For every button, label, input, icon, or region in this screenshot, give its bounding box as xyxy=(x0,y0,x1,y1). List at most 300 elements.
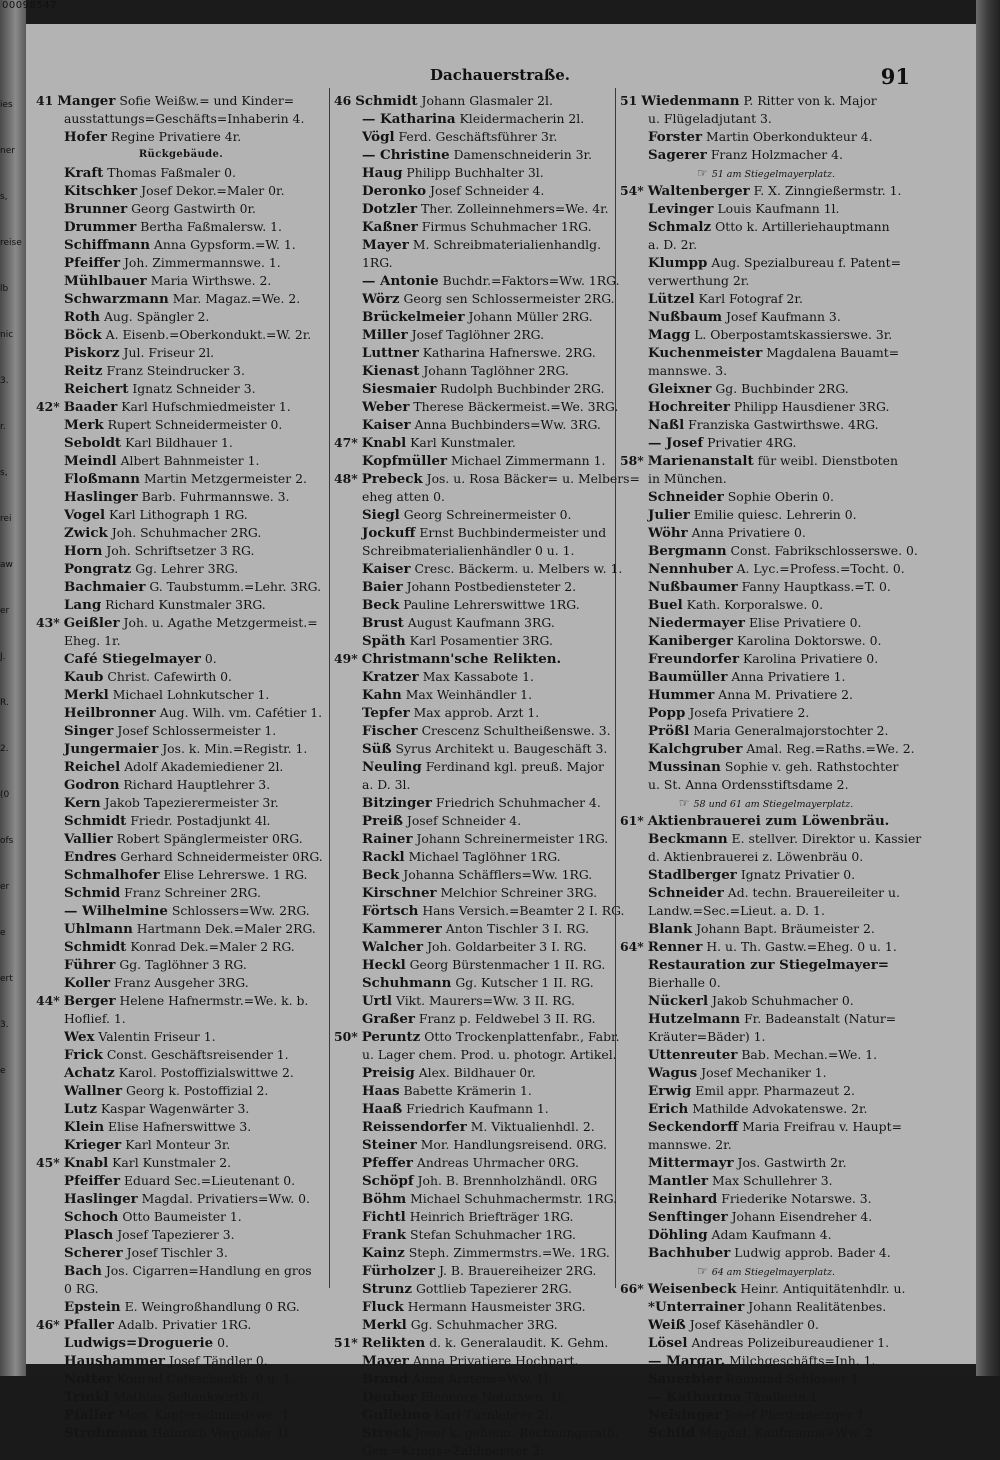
directory-entry xyxy=(334,1244,617,1262)
directory-entry xyxy=(620,506,912,524)
directory-entry xyxy=(620,1370,912,1388)
resident-name: Popp xyxy=(648,705,686,721)
resident-name: Endres xyxy=(64,849,117,865)
directory-entry xyxy=(36,758,326,776)
resident-name: Prebeck xyxy=(361,471,423,487)
previous-page-fragment: e xyxy=(0,1066,6,1076)
resident-name: Heckl xyxy=(362,957,406,973)
directory-entry xyxy=(36,1082,326,1100)
page-number: 91 xyxy=(880,64,910,89)
resident-name: — Christine xyxy=(362,147,450,163)
directory-entry xyxy=(620,1154,912,1172)
previous-page-fragment: s, xyxy=(0,192,8,202)
resident-name: Renner xyxy=(647,939,703,955)
resident-name: Niedermayer xyxy=(648,615,745,631)
resident-details: Aug. Wilh. vm. Cafétier 1. xyxy=(159,705,323,720)
resident-details: Rudolph Buchbinder 2RG. xyxy=(440,381,605,396)
resident-name: Marienanstalt xyxy=(647,453,754,469)
directory-entry xyxy=(334,1100,617,1118)
directory-entry xyxy=(36,1190,326,1208)
resident-name: Weisenbeck xyxy=(647,1281,737,1297)
previous-page-fragment: 3. xyxy=(0,1020,9,1030)
resident-name: Lützel xyxy=(648,291,695,307)
resident-details: Eduard Sec.=Lieutenant 0. xyxy=(123,1173,296,1188)
directory-entry xyxy=(36,614,326,632)
resident-details: Adalb. Privatier 1RG. xyxy=(117,1317,252,1332)
entry-continuation: Eheg. 1r. xyxy=(64,633,121,648)
directory-entry xyxy=(334,236,617,254)
resident-details: Georg k. Postoffizial 2. xyxy=(126,1083,269,1098)
resident-name: Kaiser xyxy=(362,417,411,433)
directory-entry xyxy=(620,326,912,344)
resident-name: Stadlberger xyxy=(648,867,737,883)
directory-entry xyxy=(620,524,912,542)
directory-entry xyxy=(334,596,617,614)
resident-name: Beckmann xyxy=(648,831,728,847)
resident-details: Friederike Notarswe. 3. xyxy=(721,1191,872,1206)
resident-name: Lutz xyxy=(64,1101,97,1117)
resident-details: Fanny Hauptkass.=T. 0. xyxy=(741,579,891,594)
directory-entry xyxy=(334,1136,617,1154)
resident-details: Const. Fabrikschlosserswe. 0. xyxy=(730,543,918,558)
resident-details: Friedrich Kaufmann 1. xyxy=(406,1101,549,1116)
resident-details: Jos. u. Rosa Bäcker= u. Melbers= xyxy=(426,471,640,486)
resident-details: Steph. Zimmermstrs.=We. 1RG. xyxy=(408,1245,610,1260)
resident-details: Josefa Privatiere 2. xyxy=(689,705,810,720)
directory-entry xyxy=(334,110,617,128)
directory-entry xyxy=(620,884,912,902)
resident-name: Luttner xyxy=(362,345,419,361)
resident-name: Merkl xyxy=(362,1317,407,1333)
directory-entry xyxy=(36,686,326,704)
resident-name: Wex xyxy=(64,1029,95,1045)
resident-name: Wiedenmann xyxy=(641,93,740,109)
entry-continuation: a. D. 3l. xyxy=(362,777,411,792)
resident-name: Pfaller xyxy=(64,1407,115,1423)
entry-continuation: Bierhalle 0. xyxy=(648,975,721,990)
resident-details: Franz p. Feldwebel 3 II. RG. xyxy=(418,1011,596,1026)
directory-entry xyxy=(334,1154,617,1172)
resident-details: Adolf Akademiediener 2l. xyxy=(124,759,284,774)
entry-continuation: d. Aktienbrauerei z. Löwenbräu 0. xyxy=(648,849,864,864)
resident-name: Führer xyxy=(64,957,116,973)
resident-name: Gleixner xyxy=(648,381,712,397)
resident-name: Berger xyxy=(63,993,116,1009)
directory-entry xyxy=(620,146,912,164)
resident-details: J. B. Brauereiheizer 2RG. xyxy=(438,1263,597,1278)
resident-name: Kraft xyxy=(64,165,104,181)
directory-entry xyxy=(620,1208,912,1226)
directory-entry xyxy=(334,704,617,722)
directory-entry xyxy=(36,488,326,506)
resident-details: Maria Wirthswe. 2. xyxy=(150,273,272,288)
resident-name: Schuhmann xyxy=(362,975,452,991)
resident-details: Karl Lithograph 1 RG. xyxy=(109,507,248,522)
directory-entry xyxy=(620,812,912,830)
resident-details: Richard Kunstmaler 3RG. xyxy=(105,597,266,612)
resident-name: Haslinger xyxy=(64,1191,138,1207)
resident-details: Anna Privatiere Hochpart. xyxy=(412,1353,579,1368)
resident-details: Mon. Kupferschmiedswe. 1. xyxy=(118,1407,294,1422)
resident-details: Jakob Tapezierermeister 3r. xyxy=(104,795,279,810)
directory-entry xyxy=(334,506,617,524)
directory-entry xyxy=(334,992,617,1010)
resident-name: Brückelmeier xyxy=(362,309,465,325)
house-number: 61* xyxy=(620,813,644,828)
resident-details: Emilie quiesc. Lehrerin 0. xyxy=(693,507,857,522)
resident-name: Schwarzmann xyxy=(64,291,169,307)
resident-name: Merkl xyxy=(64,687,109,703)
resident-details: Ther. Zolleinnehmers=We. 4r. xyxy=(420,201,609,216)
resident-details: Aug. Spängler 2. xyxy=(103,309,210,324)
directory-entry xyxy=(36,578,326,596)
resident-details: Magdal. Kaufmanns=Ww. 2. xyxy=(699,1425,877,1440)
directory-entry xyxy=(620,380,912,398)
resident-name: Preisig xyxy=(362,1065,415,1081)
resident-name: Weber xyxy=(362,399,410,415)
resident-name: Reinhard xyxy=(648,1191,718,1207)
directory-entry xyxy=(620,1010,912,1028)
directory-entry xyxy=(334,326,617,344)
resident-details: Robert Spänglermeister 0RG. xyxy=(116,831,303,846)
resident-details: Richard Hauptlehrer 3. xyxy=(123,777,271,792)
resident-name: Schöpf xyxy=(362,1173,414,1189)
resident-details: Gg. Kutscher 1 II. RG. xyxy=(455,975,594,990)
entry-continuation: Gen.=Kriegs=Zahlmeister 2. xyxy=(362,1443,545,1458)
directory-entry xyxy=(334,614,617,632)
resident-details: Mathias Schankwirth 0. xyxy=(113,1389,264,1404)
resident-name: Schmidt xyxy=(64,939,127,955)
directory-entry xyxy=(620,1406,912,1424)
resident-name: Erich xyxy=(648,1101,689,1117)
resident-name: Pfeffer xyxy=(362,1155,413,1171)
directory-entry xyxy=(620,668,912,686)
resident-name: Rainer xyxy=(362,831,413,847)
resident-name: Vallier xyxy=(64,831,113,847)
resident-details: Georg Bürstenmacher 1 II. RG. xyxy=(409,957,606,972)
resident-details: Mor. Handlungsreisend. 0RG. xyxy=(420,1137,607,1152)
previous-page-fragment: lb xyxy=(0,284,9,294)
house-number: 46* xyxy=(36,1317,60,1332)
resident-details: Sofie Weißw.= und Kinder= xyxy=(119,93,295,108)
resident-name: Sagerer xyxy=(648,147,707,163)
resident-details: Otto Trockenplattenfabr., Fabr. xyxy=(424,1029,620,1044)
directory-entry xyxy=(36,1172,326,1190)
house-number: 58* xyxy=(620,453,644,468)
resident-name: Schiffmann xyxy=(64,237,150,253)
resident-name: Wörz xyxy=(362,291,400,307)
resident-details: Martin Oberkondukteur 4. xyxy=(706,129,873,144)
previous-page-fragment: s, xyxy=(0,468,8,478)
resident-details: Max Schullehrer 3. xyxy=(712,1173,833,1188)
directory-entry xyxy=(620,1082,912,1100)
resident-details: E. stellver. Direktor u. Kassier xyxy=(731,831,922,846)
directory-entry xyxy=(334,1298,617,1316)
resident-name: Strohmann xyxy=(64,1425,148,1441)
resident-name: Kuchenmeister xyxy=(648,345,763,361)
resident-name: Seboldt xyxy=(64,435,122,451)
resident-name: Urtl xyxy=(362,993,393,1009)
resident-details: Therese Bäckermeist.=We. 3RG. xyxy=(413,399,619,414)
directory-entry xyxy=(334,1064,617,1082)
directory-entry xyxy=(334,182,617,200)
resident-name: Reichert xyxy=(64,381,129,397)
resident-details: Stefan Schuhmacher 1RG. xyxy=(409,1227,576,1242)
resident-details: Katharina Hafnerswe. 2RG. xyxy=(422,345,596,360)
resident-name: Beck xyxy=(362,597,400,613)
resident-name: Magg xyxy=(648,327,691,343)
resident-details: 0. xyxy=(217,1335,229,1350)
resident-name: Kratzer xyxy=(362,669,419,685)
scan-id: 00098547 xyxy=(2,0,57,11)
resident-details: Konrad Cafeschenkh. 0 u. 1. xyxy=(117,1371,295,1386)
directory-entry xyxy=(36,1154,326,1172)
directory-entry xyxy=(36,506,326,524)
resident-details: Anton Tischler 3 I. RG. xyxy=(445,921,590,936)
resident-details: Fr. Badeanstalt (Natur= xyxy=(744,1011,897,1026)
house-number: 64* xyxy=(620,939,644,954)
resident-details: Kaspar Wagenwärter 3. xyxy=(100,1101,250,1116)
resident-details: 0. xyxy=(204,651,217,666)
directory-entry xyxy=(36,344,326,362)
resident-details: Josef Dekor.=Maler 0r. xyxy=(141,183,285,198)
entry-continuation: mannswe. 3. xyxy=(648,363,728,378)
resident-name: Schmidt xyxy=(355,93,418,109)
directory-entry xyxy=(620,956,912,974)
resident-details: Joh. u. Agathe Metzgermeist.= xyxy=(123,615,318,630)
resident-details: Hans Versich.=Beamter 2 I. RG. xyxy=(422,903,625,918)
resident-name: Piskorz xyxy=(64,345,120,361)
resident-details: Heinrich Briefträger 1RG. xyxy=(409,1209,574,1224)
resident-name: Kahn xyxy=(362,687,402,703)
resident-details: Privatier 4RG. xyxy=(707,435,797,450)
resident-details: Magdalena Bauamt= xyxy=(766,345,900,360)
directory-entry xyxy=(620,1280,912,1298)
directory-entry xyxy=(36,272,326,290)
directory-entry xyxy=(36,1406,326,1424)
directory-entry xyxy=(36,722,326,740)
previous-page-fragment: ner xyxy=(0,146,15,156)
resident-name: Böhm xyxy=(362,1191,407,1207)
entry-continuation: eheg atten 0. xyxy=(362,489,445,504)
entry-continuation: a. D. 2r. xyxy=(648,237,698,252)
resident-name: Kaub xyxy=(64,669,104,685)
directory-column-3 xyxy=(620,92,922,1442)
directory-entry xyxy=(36,1334,326,1352)
resident-name: Hutzelmann xyxy=(648,1011,741,1027)
entry-continuation: mannswe. 2r. xyxy=(648,1137,732,1152)
resident-name: Nußbaumer xyxy=(648,579,738,595)
resident-name: Brunner xyxy=(64,201,128,217)
resident-details: Johann Realitätenbes. xyxy=(748,1299,887,1314)
resident-name: Wöhr xyxy=(648,525,688,541)
directory-entry xyxy=(620,1424,912,1442)
resident-details: Firmus Schuhmacher 1RG. xyxy=(421,219,592,234)
resident-name: Notter xyxy=(64,1371,114,1387)
book-edge xyxy=(976,0,1000,1376)
directory-entry xyxy=(620,1298,912,1316)
resident-name: Pfaller xyxy=(63,1317,114,1333)
resident-details: Josef Tapezierer 3. xyxy=(117,1227,235,1242)
resident-details: Jakob Schuhmacher 0. xyxy=(712,993,854,1008)
resident-details: Josef Tischler 3. xyxy=(126,1245,228,1260)
resident-name: Prößl xyxy=(648,723,690,739)
directory-entry xyxy=(620,704,912,722)
resident-name: Klumpp xyxy=(648,255,708,271)
cross-reference-text: 51 am Stiegelmayerplatz. xyxy=(711,169,836,180)
resident-details: Karl Hufschmiedmeister 1. xyxy=(121,399,291,414)
resident-name: Reichel xyxy=(64,759,121,775)
resident-details: Georg Gastwirth 0r. xyxy=(131,201,256,216)
resident-details: Martin Metzgermeister 2. xyxy=(143,471,307,486)
directory-entry xyxy=(334,308,617,326)
resident-name: — Margar. xyxy=(648,1353,726,1369)
resident-details: Kleidermacherin 2l. xyxy=(459,111,585,126)
resident-name: Vogel xyxy=(64,507,106,523)
resident-name: Schoch xyxy=(64,1209,119,1225)
resident-details: Michael Lohnkutscher 1. xyxy=(112,687,270,702)
resident-name: Siegl xyxy=(362,507,400,523)
resident-name: Knabl xyxy=(63,1155,109,1171)
directory-entry xyxy=(36,956,326,974)
directory-entry xyxy=(334,344,617,362)
directory-entry xyxy=(334,848,617,866)
resident-details: Michael Schuhmachermstr. 1RG. xyxy=(410,1191,618,1206)
resident-details: Anna Arztens=Ww. 1l. xyxy=(412,1371,553,1386)
directory-entry xyxy=(620,434,912,452)
resident-details: Christ. Cafewirth 0. xyxy=(107,669,232,684)
resident-name: Forster xyxy=(648,129,703,145)
resident-name: Uhlmann xyxy=(64,921,133,937)
directory-entry xyxy=(620,596,912,614)
resident-name: Koller xyxy=(64,975,111,991)
resident-details: Karolina Privatiere 0. xyxy=(742,651,879,666)
resident-details: Gg. Buchbinder 2RG. xyxy=(715,381,849,396)
resident-details: Anna Privatiere 0. xyxy=(691,525,806,540)
directory-entry xyxy=(36,776,326,794)
column-divider xyxy=(329,88,330,1288)
resident-details: Jos. k. Min.=Registr. 1. xyxy=(162,741,308,756)
directory-entry xyxy=(620,218,912,236)
resident-details: Michael Taglöhner 1RG. xyxy=(408,849,561,864)
resident-name: Brust xyxy=(362,615,404,631)
directory-entry xyxy=(334,1172,617,1190)
previous-page-fragment: reise xyxy=(0,238,22,248)
resident-name: Süß xyxy=(362,741,392,757)
resident-name: Graßer xyxy=(362,1011,415,1027)
directory-entry xyxy=(620,560,912,578)
resident-details: Amal. Reg.=Raths.=We. 2. xyxy=(746,741,915,756)
resident-details: Karol. Postoffizialswittwe 2. xyxy=(118,1065,294,1080)
directory-entry xyxy=(334,1082,617,1100)
entry-continuation: Schreibmaterialienhändler 0 u. 1. xyxy=(362,543,575,558)
directory-entry xyxy=(334,1010,617,1028)
resident-details: Franz Steindrucker 3. xyxy=(106,363,245,378)
directory-entry xyxy=(334,632,617,650)
directory-entry xyxy=(36,920,326,938)
entry-continuation: Kräuter=Bäder) 1. xyxy=(648,1029,766,1044)
resident-name: Hofer xyxy=(64,129,107,145)
resident-details: Anna Privatiere 1. xyxy=(731,669,846,684)
resident-name: Nußbaum xyxy=(648,309,723,325)
resident-details: Andreas Polizeibureaudiener 1. xyxy=(691,1335,890,1350)
directory-entry xyxy=(334,974,617,992)
directory-entry xyxy=(36,398,326,416)
resident-name: Horn xyxy=(64,543,103,559)
resident-name: Jockuff xyxy=(362,525,416,541)
resident-name: Julier xyxy=(648,507,690,523)
directory-entry xyxy=(334,470,640,488)
directory-entry xyxy=(334,1334,617,1352)
resident-details: Otto k. Artilleriehauptmann xyxy=(715,219,890,234)
resident-name: Epstein xyxy=(64,1299,121,1315)
directory-entry xyxy=(36,938,326,956)
directory-entry xyxy=(620,1316,912,1334)
resident-details: Johann Postbediensteter 2. xyxy=(406,579,577,594)
resident-details: Aug. Spezialbureau f. Patent= xyxy=(711,255,901,270)
resident-details: Eleonore Notarswe. 1l. xyxy=(420,1389,566,1404)
directory-entry xyxy=(36,1064,326,1082)
directory-entry xyxy=(36,668,326,686)
resident-name: Nennhuber xyxy=(648,561,733,577)
directory-entry xyxy=(334,524,617,542)
pointing-hand-icon: ☞ xyxy=(696,1264,708,1278)
directory-entry xyxy=(620,254,912,272)
resident-name: Pongratz xyxy=(64,561,132,577)
directory-entry xyxy=(620,542,918,560)
resident-details: Josef Schlossermeister 1. xyxy=(117,723,277,738)
resident-details: Alex. Bildhauer 0r. xyxy=(418,1065,536,1080)
resident-name: Jungermaier xyxy=(64,741,159,757)
resident-name: Schmalz xyxy=(648,219,712,235)
resident-details: Maria Generalmajorstochter 2. xyxy=(693,723,889,738)
resident-details: Jos. Cigarren=Handlung en gros xyxy=(105,1263,312,1278)
resident-name: Relikten xyxy=(361,1335,426,1351)
resident-details: Josef Tändler 0. xyxy=(168,1353,268,1368)
directory-entry xyxy=(620,128,912,146)
resident-details: Joh. Zimmermannswe. 1. xyxy=(123,255,281,270)
directory-entry xyxy=(620,722,912,740)
resident-name: Deronko xyxy=(362,183,427,199)
resident-details: Kath. Korporalswe. 0. xyxy=(686,597,824,612)
resident-name: Kirschner xyxy=(362,885,437,901)
directory-entry xyxy=(36,1118,326,1136)
resident-details: Franz Schreiner 2RG. xyxy=(124,885,261,900)
resident-name: Bergmann xyxy=(648,543,727,559)
directory-entry xyxy=(334,1352,617,1370)
resident-details: Josef Schneider 4. xyxy=(406,813,522,828)
resident-details: Ernst Buchbindermeister und xyxy=(419,525,607,540)
directory-entry xyxy=(36,1388,326,1406)
directory-entry xyxy=(36,200,326,218)
resident-details: Heinr. Antiquitätenhdlr. u. xyxy=(740,1281,906,1296)
resident-name: Beck xyxy=(362,867,400,883)
resident-details: Gg. Schuhmacher 3RG. xyxy=(410,1317,558,1332)
house-number: 42* xyxy=(36,399,60,414)
resident-details: Gerhard Schneidermeister 0RG. xyxy=(120,849,323,864)
resident-details: P. Ritter von k. Major xyxy=(743,93,877,108)
directory-entry xyxy=(334,1424,620,1442)
directory-entry xyxy=(334,812,617,830)
directory-entry xyxy=(620,1064,912,1082)
resident-name: Siesmaier xyxy=(362,381,437,397)
resident-details: Josef Käsehändler 0. xyxy=(689,1317,819,1332)
directory-entry xyxy=(36,560,326,578)
previous-page-fragment: R. xyxy=(0,698,9,708)
directory-entry xyxy=(36,1208,326,1226)
directory-entry xyxy=(334,1280,617,1298)
cross-reference-text: 64 am Stiegelmayerplatz. xyxy=(711,1267,836,1278)
